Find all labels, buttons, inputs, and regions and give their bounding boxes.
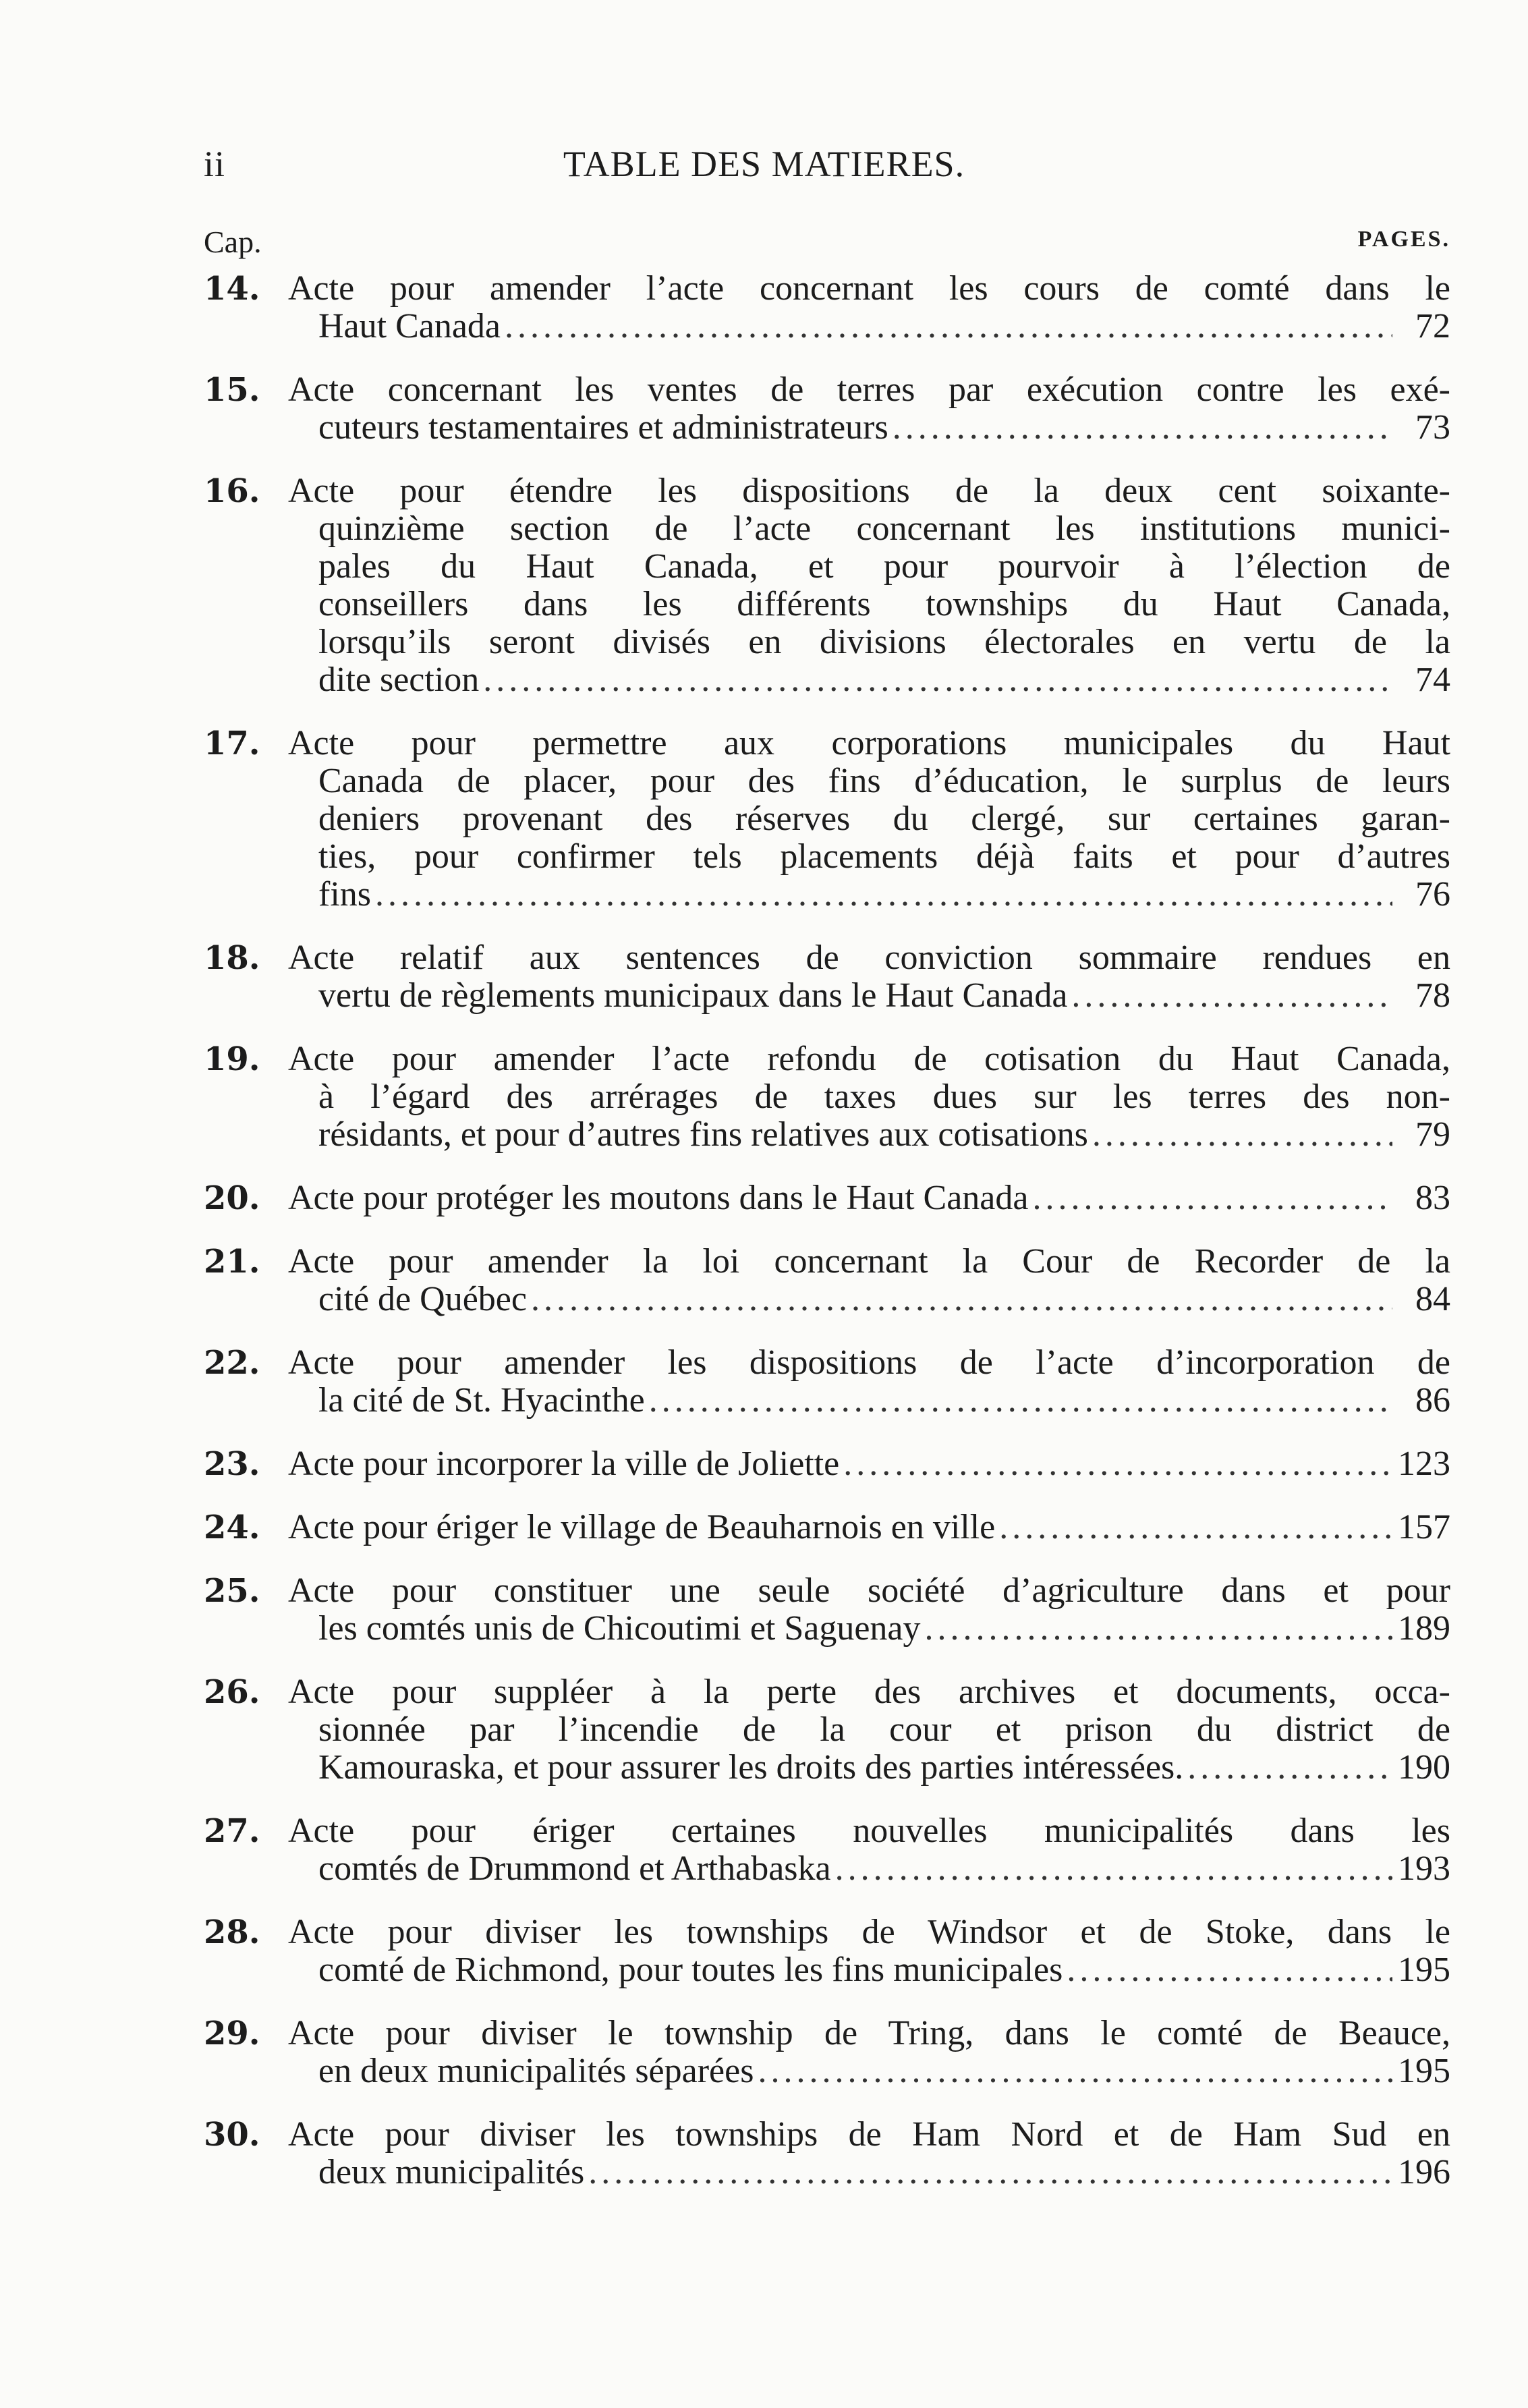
entry-line: à l’égard des arrérages de taxes dues sur les terres des non- bbox=[318, 1077, 1450, 1116]
entry-line: deux municipalités bbox=[318, 2153, 585, 2191]
page-number: ii bbox=[204, 144, 226, 184]
entry-text bbox=[288, 1179, 1450, 1217]
entry-line: Haut Canada bbox=[318, 307, 501, 345]
entry-line: Acte pour permettre aux corporations municipales du Haut bbox=[288, 724, 1450, 762]
chapter-number: 22. bbox=[204, 1344, 260, 1382]
dot-leader bbox=[375, 876, 1392, 914]
entry-text bbox=[288, 2015, 1450, 2090]
entry-last-line bbox=[288, 1509, 1450, 1546]
page-reference: 72 bbox=[1415, 307, 1450, 345]
entry-line: sionnée par l’incendie de la cour et prison du district de bbox=[318, 1710, 1450, 1749]
toc-entry bbox=[204, 939, 1450, 1015]
entry-line: Acte pour diviser le township de Tring, dans le comté de Beauce, bbox=[288, 2014, 1450, 2052]
chapter-number: 20. bbox=[204, 1179, 260, 1217]
column-headings bbox=[204, 224, 1450, 264]
page-reference: 78 bbox=[1415, 976, 1450, 1015]
entry-line: comtés de Drummond et Arthabaska bbox=[318, 1849, 831, 1888]
entry-line: pales du Haut Canada, et pour pourvoir à l’élection de bbox=[318, 547, 1450, 586]
entry-last-line bbox=[318, 1951, 1450, 1989]
page-reference: 76 bbox=[1415, 875, 1450, 914]
entry-line: conseillers dans les différents townships du Haut Canada, bbox=[318, 585, 1450, 623]
page-reference: 73 bbox=[1415, 408, 1450, 447]
entry-line: Acte pour ériger le village de Beauharnois en ville bbox=[288, 1508, 996, 1546]
toc-entry bbox=[204, 1673, 1450, 1787]
dot-leader bbox=[1071, 977, 1392, 1015]
entry-text bbox=[288, 1243, 1450, 1318]
entry-line: vertu de règlements municipaux dans le Haut Canada bbox=[318, 976, 1068, 1015]
entry-line: Acte pour amender l’acte refondu de cotisation du Haut Canada, bbox=[288, 1040, 1450, 1078]
dot-leader bbox=[483, 661, 1392, 699]
toc-entry bbox=[204, 472, 1450, 699]
page-reference: 189 bbox=[1398, 1609, 1450, 1648]
chapter-number: 21. bbox=[204, 1243, 260, 1281]
entry-text bbox=[288, 1812, 1450, 1888]
dot-leader bbox=[1032, 1179, 1392, 1217]
toc-entry bbox=[204, 270, 1450, 345]
entry-last-line bbox=[318, 1281, 1450, 1318]
entry-line: cuteurs testamentaires et administrateurs bbox=[318, 408, 888, 447]
toc-entry bbox=[204, 1572, 1450, 1648]
entry-text bbox=[288, 1040, 1450, 1154]
toc-entry bbox=[204, 1445, 1450, 1483]
entry-line: Acte pour diviser les townships de Windsor et de Stoke, dans le bbox=[288, 1913, 1450, 1951]
page-reference: 196 bbox=[1398, 2153, 1450, 2191]
entry-line: quinzième section de l’acte concernant les institutions munici- bbox=[318, 509, 1450, 548]
entry-last-line bbox=[318, 977, 1450, 1015]
chapter-number: 19. bbox=[204, 1040, 260, 1078]
toc-entry bbox=[204, 2116, 1450, 2191]
entry-last-line bbox=[318, 308, 1450, 345]
entry-line: la cité de St. Hyacinthe bbox=[318, 1381, 645, 1420]
entry-line: Acte pour diviser les townships de Ham Nord et de Ham Sud en bbox=[288, 2115, 1450, 2154]
entry-text bbox=[288, 939, 1450, 1015]
page-reference: 190 bbox=[1398, 1748, 1450, 1787]
entry-last-line bbox=[318, 409, 1450, 447]
page-reference: 84 bbox=[1415, 1280, 1450, 1318]
entry-last-line bbox=[318, 1749, 1450, 1787]
entry-line: deniers provenant des réserves du clergé, sur certaines garan- bbox=[318, 800, 1450, 838]
entry-line: Acte pour ériger certaines nouvelles municipalités dans les bbox=[288, 1812, 1450, 1850]
dot-leader bbox=[843, 1445, 1392, 1483]
entry-last-line bbox=[318, 2052, 1450, 2090]
chapter-number: 30. bbox=[204, 2116, 260, 2154]
page-header bbox=[0, 143, 1528, 190]
dot-leader bbox=[1187, 1749, 1392, 1787]
entry-text bbox=[288, 1509, 1450, 1546]
dot-leader bbox=[1067, 1951, 1392, 1989]
toc-entry bbox=[204, 1179, 1450, 1217]
dot-leader bbox=[925, 1610, 1392, 1648]
dot-leader bbox=[835, 1850, 1392, 1888]
chapter-number: 23. bbox=[204, 1445, 260, 1483]
entry-line: cité de Québec bbox=[318, 1280, 527, 1318]
entry-line: Acte pour amender l’acte concernant les cours de comté dans le bbox=[288, 269, 1450, 308]
page-reference: 193 bbox=[1398, 1849, 1450, 1888]
dot-leader bbox=[505, 308, 1392, 345]
chapter-number: 28. bbox=[204, 1913, 260, 1951]
dot-leader bbox=[1092, 1116, 1392, 1154]
entry-line: comté de Richmond, pour toutes les fins municipales bbox=[318, 1951, 1063, 1989]
entry-line: Acte relatif aux sentences de conviction sommaire rendues en bbox=[288, 939, 1450, 977]
page-reference: 123 bbox=[1398, 1445, 1450, 1483]
toc-entry bbox=[204, 725, 1450, 914]
page-title: TABLE DES MATIERES. bbox=[563, 144, 965, 184]
dot-leader bbox=[588, 2154, 1392, 2191]
entry-line: Acte pour amender les dispositions de l’acte d’incorporation de bbox=[288, 1343, 1450, 1382]
entry-text bbox=[288, 1913, 1450, 1989]
entry-line: en deux municipalités séparées bbox=[318, 2052, 754, 2090]
entry-line: les comtés unis de Chicoutimi et Saguenay bbox=[318, 1609, 921, 1648]
entry-line: dite section bbox=[318, 661, 480, 699]
chapter-column-heading: Cap. bbox=[204, 225, 262, 259]
toc-entry bbox=[204, 1344, 1450, 1420]
page-reference: 157 bbox=[1398, 1508, 1450, 1546]
dot-leader bbox=[893, 409, 1392, 447]
dot-leader bbox=[758, 2052, 1392, 2090]
chapter-number: 14. bbox=[204, 270, 260, 308]
page-reference: 195 bbox=[1398, 1951, 1450, 1989]
entry-last-line bbox=[318, 1116, 1450, 1154]
toc-entry bbox=[204, 1509, 1450, 1546]
toc-entry bbox=[204, 371, 1450, 447]
entry-last-line bbox=[318, 2154, 1450, 2191]
dot-leader bbox=[531, 1281, 1392, 1318]
entry-line: Acte pour protéger les moutons dans le Haut Canada bbox=[288, 1179, 1029, 1217]
entry-last-line bbox=[318, 1382, 1450, 1420]
entry-text bbox=[288, 270, 1450, 345]
entry-line: Kamouraska, et pour assurer les droits des parties intéressées. bbox=[318, 1748, 1184, 1787]
table-of-contents bbox=[204, 270, 1450, 2191]
entry-text bbox=[288, 1572, 1450, 1648]
toc-entry bbox=[204, 1812, 1450, 1888]
entry-last-line bbox=[288, 1179, 1450, 1217]
entry-last-line bbox=[288, 1445, 1450, 1483]
entry-line: Acte pour suppléer à la perte des archives et documents, occa- bbox=[288, 1673, 1450, 1711]
entry-text bbox=[288, 371, 1450, 447]
toc-entry bbox=[204, 1243, 1450, 1318]
dot-leader bbox=[649, 1382, 1392, 1420]
entry-last-line bbox=[318, 1610, 1450, 1648]
entry-line: Acte pour amender la loi concernant la Cour de Recorder de la bbox=[288, 1242, 1450, 1281]
page-reference: 195 bbox=[1398, 2052, 1450, 2090]
entry-text bbox=[288, 1673, 1450, 1787]
page-reference: 74 bbox=[1415, 661, 1450, 699]
entry-text bbox=[288, 2116, 1450, 2191]
entry-line: lorsqu’ils seront divisés en divisions électorales en vertu de la bbox=[318, 623, 1450, 661]
chapter-number: 16. bbox=[204, 472, 260, 510]
chapter-number: 26. bbox=[204, 1673, 260, 1711]
page-reference: 86 bbox=[1415, 1381, 1450, 1420]
chapter-number: 18. bbox=[204, 939, 260, 977]
page-reference: 79 bbox=[1415, 1115, 1450, 1154]
entry-text bbox=[288, 1344, 1450, 1420]
pages-column-heading: PAGES. bbox=[1357, 227, 1450, 252]
entry-last-line bbox=[318, 661, 1450, 699]
chapter-number: 17. bbox=[204, 725, 260, 762]
entry-line: ties, pour confirmer tels placements déjà faits et pour d’autres bbox=[318, 837, 1450, 876]
entry-line: Acte pour constituer une seule société d’agriculture dans et pour bbox=[288, 1571, 1450, 1610]
chapter-number: 29. bbox=[204, 2015, 260, 2052]
chapter-number: 27. bbox=[204, 1812, 260, 1850]
entry-line: Canada de placer, pour des fins d’éducation, le surplus de leurs bbox=[318, 762, 1450, 800]
entry-last-line bbox=[318, 876, 1450, 914]
page-reference: 83 bbox=[1415, 1179, 1450, 1217]
entry-line: Acte concernant les ventes de terres par exécution contre les exé- bbox=[288, 370, 1450, 409]
toc-entry bbox=[204, 1040, 1450, 1154]
entry-text bbox=[288, 725, 1450, 914]
entry-text bbox=[288, 1445, 1450, 1483]
dot-leader bbox=[999, 1509, 1392, 1546]
entry-line: Acte pour étendre les dispositions de la deux cent soixante- bbox=[288, 472, 1450, 510]
chapter-number: 15. bbox=[204, 371, 260, 409]
toc-entry bbox=[204, 1913, 1450, 1989]
entry-line: Acte pour incorporer la ville de Joliette bbox=[288, 1445, 840, 1483]
entry-line: résidants, et pour d’autres fins relatives aux cotisations bbox=[318, 1115, 1088, 1154]
chapter-number: 25. bbox=[204, 1572, 260, 1610]
toc-entry bbox=[204, 2015, 1450, 2090]
chapter-number: 24. bbox=[204, 1509, 260, 1546]
entry-text bbox=[288, 472, 1450, 699]
entry-line: fins bbox=[318, 875, 371, 914]
entry-last-line bbox=[318, 1850, 1450, 1888]
